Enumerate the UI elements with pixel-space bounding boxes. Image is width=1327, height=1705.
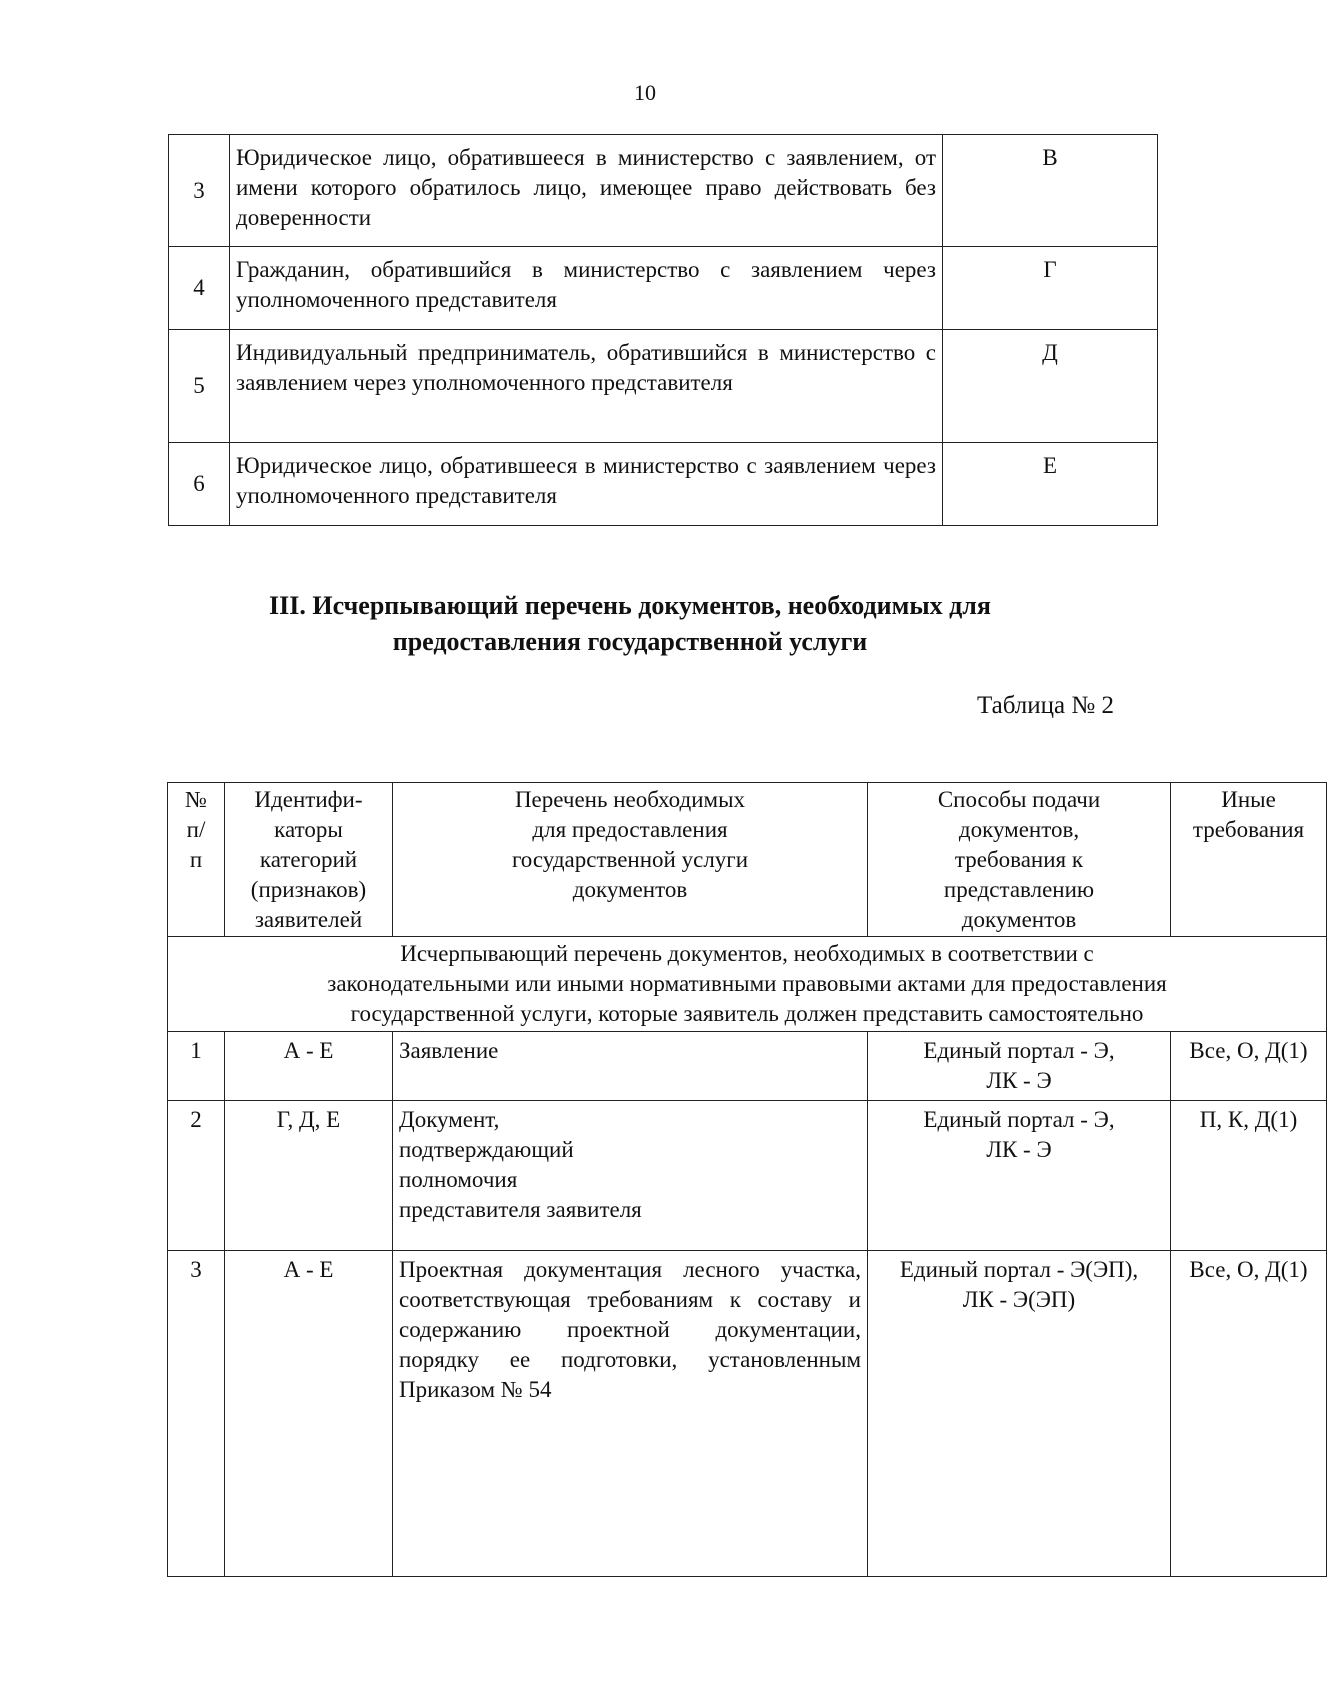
category-code: Г [943, 247, 1158, 330]
header-number: № п/ п [168, 783, 225, 937]
applicant-categories-table [168, 134, 1158, 526]
row-number: 3 [169, 135, 230, 247]
row-number: 2 [168, 1101, 225, 1251]
table-header-row [168, 783, 1327, 937]
row-number: 4 [169, 247, 230, 330]
row-document: Проектная документация лесного участка, соответствующая требованиям к составу и содержанию проектной документации, порядку ее подготовки, установленным Приказом № 54 [393, 1251, 868, 1577]
header-submission-methods: Способы подачи документов, требования к представлению документов [868, 783, 1171, 937]
row-other: Все, О, Д(1) [1171, 1032, 1327, 1101]
row-number: 6 [169, 443, 230, 526]
group-header: Исчерпывающий перечень документов, необходимых в соответствии с законодательными или иными нормативными правовыми актами для предоставления государственной услуги, которые заявитель должен представить самостоятельно [168, 937, 1327, 1032]
table-row [169, 135, 1158, 247]
category-code: Д [943, 330, 1158, 443]
header-identifiers: Идентифи- каторы категорий (признаков) заявителей [225, 783, 393, 937]
row-methods: Единый портал - Э(ЭП), ЛК - Э(ЭП) [868, 1251, 1171, 1577]
table-row [169, 443, 1158, 526]
row-methods: Единый портал - Э, ЛК - Э [868, 1032, 1171, 1101]
table-row [168, 1101, 1327, 1251]
page-number: 10 [634, 80, 656, 105]
row-other: Все, О, Д(1) [1171, 1251, 1327, 1577]
header-document-list: Перечень необходимых для предоставления государственной услуги документов [393, 783, 868, 937]
section-title-line: III. Исчерпывающий перечень документов, необходимых для [269, 591, 991, 620]
category-description: Юридическое лицо, обратившееся в министерство с заявлением, от имени которого обратилось лицо, имеющее право действовать без доверенности [230, 135, 943, 247]
table-label: Таблица № 2 [976, 692, 1114, 719]
category-code: В [943, 135, 1158, 247]
category-code: Е [943, 443, 1158, 526]
section-title [200, 588, 1060, 660]
row-other: П, К, Д(1) [1171, 1101, 1327, 1251]
row-number: 5 [169, 330, 230, 443]
header-other-requirements: Иные требования [1171, 783, 1327, 937]
row-identifiers: А - Е [225, 1032, 393, 1101]
table-row [168, 1251, 1327, 1577]
category-description: Индивидуальный предприниматель, обратившийся в министерство с заявлением через уполномоченного представителя [230, 330, 943, 443]
documents-table [167, 782, 1327, 1577]
row-document: Документ, подтверждающий полномочия представителя заявителя [393, 1101, 868, 1251]
table-row [169, 330, 1158, 443]
category-description: Гражданин, обратившийся в министерство с заявлением через уполномоченного представителя [230, 247, 943, 330]
row-identifiers: А - Е [225, 1251, 393, 1577]
table-row [168, 1032, 1327, 1101]
row-number: 3 [168, 1251, 225, 1577]
table-row [169, 247, 1158, 330]
row-document: Заявление [393, 1032, 868, 1101]
row-identifiers: Г, Д, Е [225, 1101, 393, 1251]
row-number: 1 [168, 1032, 225, 1101]
category-description: Юридическое лицо, обратившееся в министерство с заявлением через уполномоченного представителя [230, 443, 943, 526]
section-title-line: предоставления государственной услуги [392, 627, 868, 656]
group-header-row [168, 937, 1327, 1032]
row-methods: Единый портал - Э, ЛК - Э [868, 1101, 1171, 1251]
